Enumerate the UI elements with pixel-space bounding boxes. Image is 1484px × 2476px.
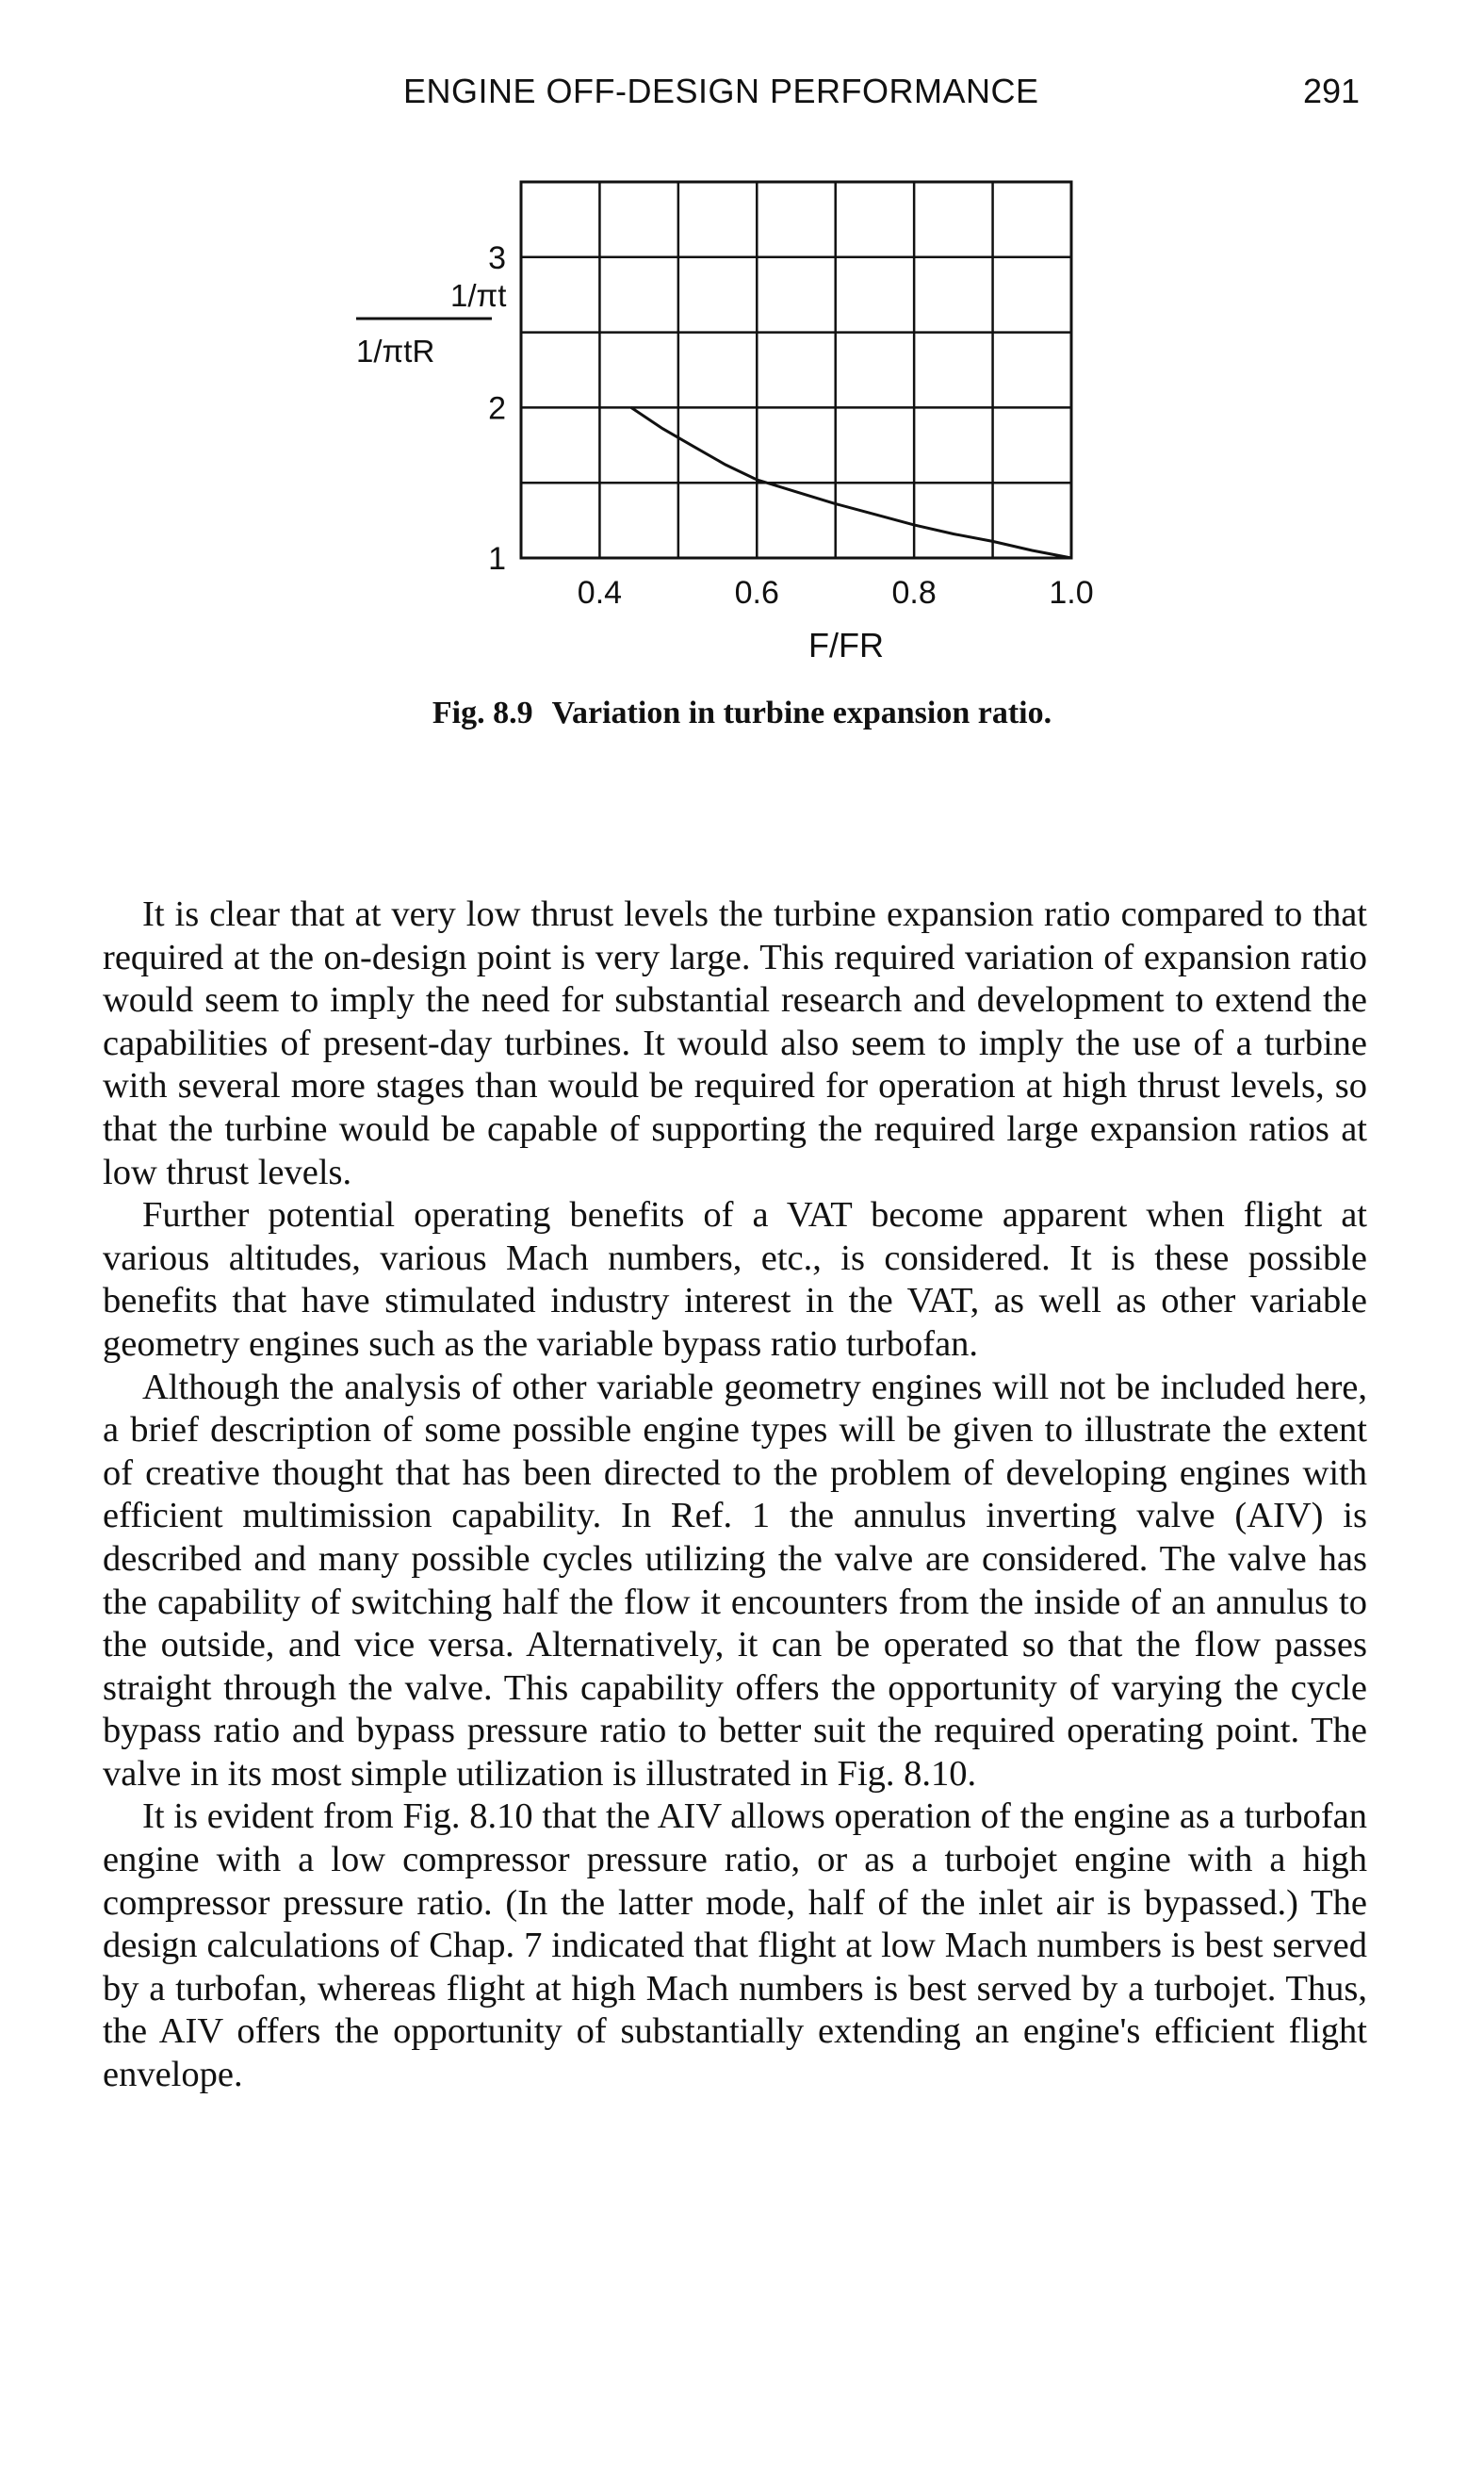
x-tick-labels xyxy=(578,575,1094,611)
y-axis-label-numerator: 1/πt xyxy=(450,278,507,313)
x-tick-label: 0.6 xyxy=(734,575,779,611)
page-number: 291 xyxy=(1303,72,1361,110)
y-tick-label: 1 xyxy=(488,541,506,577)
plot-frame xyxy=(521,182,1071,558)
y-tick-label: 2 xyxy=(488,390,506,427)
paragraph: It is evident from Fig. 8.10 that the AIV allows operation of the engine as a turbofan engine with a low compressor pressure ratio, or as a turbojet engine with a high compressor pressure ratio. (In the latter mode, half of the inlet air is bypassed.) The design calculations of Chap. 7 indicated that flight at low Mach numbers is best served by a turbofan, whereas flight at high Mach numbers is best served by a turbojet. Thus, the AIV offers the opportunity of substantially extending an engine's efficient flight envelope. xyxy=(103,1796,1367,2095)
paragraph: It is clear that at very low thrust levels the turbine expansion ratio compared to that required at the on-design point is very large. This required variation of expansion ratio would seem to imply the need for substantial research and development to extend the capabilities of present-day turbines. It would also seem to imply the use of a turbine with several more stages than would be required for operation at high thrust levels, so that the turbine would be capable of supporting the required large expansion ratios at low thrust levels. xyxy=(103,894,1367,1192)
y-axis-label-denominator: 1/πtR xyxy=(356,334,435,369)
body-text xyxy=(103,894,1367,2097)
x-tick-label: 0.4 xyxy=(577,575,623,611)
x-axis-label: F/FR xyxy=(808,626,884,664)
x-tick-label: 0.8 xyxy=(891,575,937,611)
paragraph: Although the analysis of other variable geometry engines will not be included here, a brief description of some possible engine types will be given to illustrate the extent of creative thought that has been directed to the problem of developing engines with efficient multimission capability. In Ref. 1 the annulus inverting valve (AIV) is described and many possible cycles utilizing the valve are considered. The valve has the capability of switching half the flow it encounters from the inside of an annulus to the outside, and vice versa. Alternatively, it can be operated so that the flow passes straight through the valve. This capability offers the opportunity of varying the cycle bypass ratio and bypass pressure ratio to better suit the required operating point. The valve in its most simple utilization is illustrated in Fig. 8.10. xyxy=(103,1367,1367,1794)
figure-caption-text: Variation in turbine expansion ratio. xyxy=(551,696,1052,730)
chart-grid xyxy=(521,182,1071,558)
running-header-title: ENGINE OFF-DESIGN PERFORMANCE xyxy=(403,72,1039,110)
paragraph: Further potential operating benefits of a VAT become apparent when flight at various altitudes, various Mach numbers, etc., is considered. It is these possible benefits that have stimulated industry interest in the VAT, as well as other variable geometry engines such as the variable bypass ratio turbofan. xyxy=(103,1195,1367,1364)
y-tick-label: 3 xyxy=(488,239,506,276)
turbine-expansion-chart xyxy=(0,0,1484,688)
figure-label: Fig. 8.9 xyxy=(432,696,533,730)
figure-caption xyxy=(0,696,1484,731)
x-tick-label: 1.0 xyxy=(1049,575,1094,611)
